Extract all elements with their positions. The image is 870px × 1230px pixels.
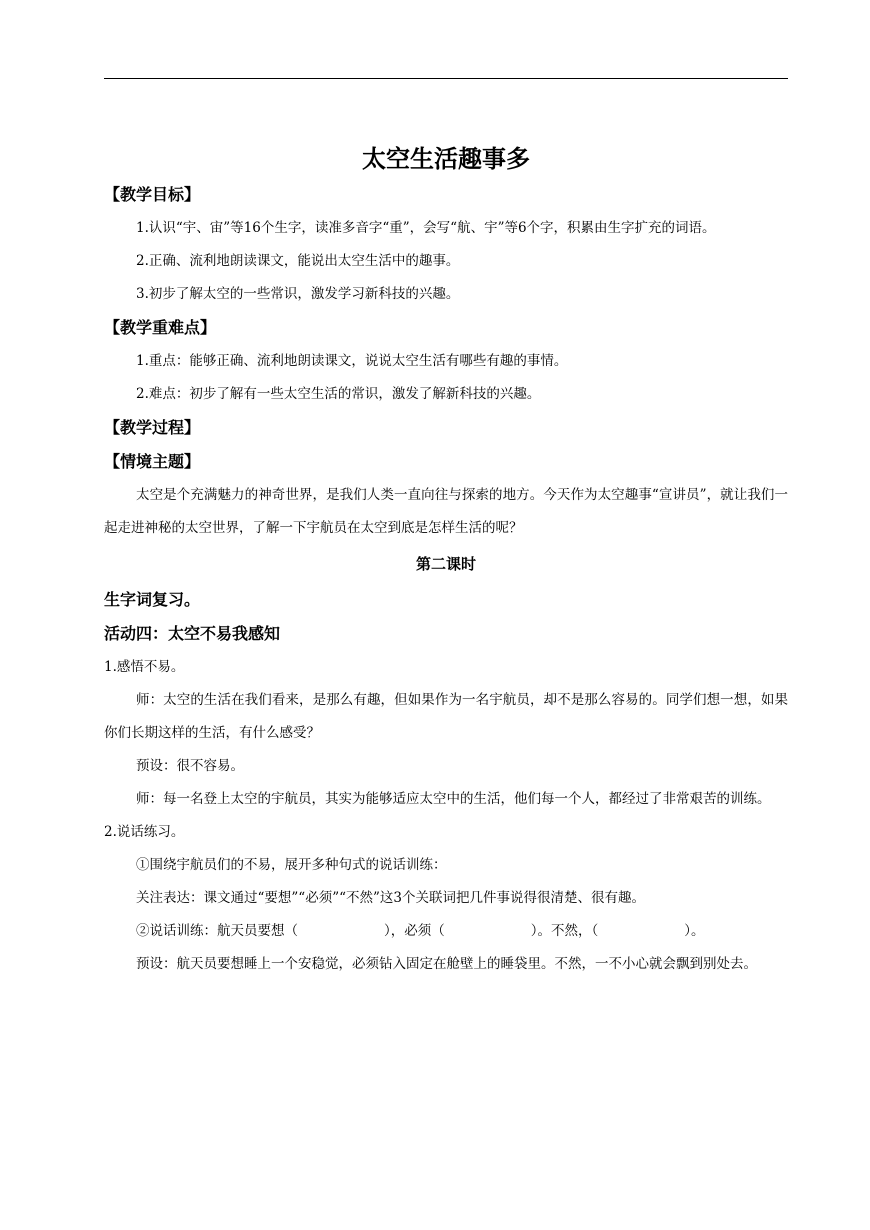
focus-note: 关注表达：课文通过“要想”“必须”“不然”这3个关联词把几件事说得很清楚、很有趣。: [136, 890, 645, 906]
goal-1: 1.认识“宇、宙”等16个生字，读准多音字“重”，会写“航、宇”等6个字，积累由生字扩充的词语。: [136, 220, 716, 236]
drill-1: ①围绕宇航员们的不易，展开多种句式的说话训练：: [136, 857, 447, 873]
drill-2-part-d: ）。: [684, 923, 705, 939]
goals-heading: 【教学目标】: [104, 185, 201, 204]
scene-heading: 【情境主题】: [104, 452, 201, 471]
item-2: 2.说话练习。: [104, 824, 185, 840]
preset-1: 预设：很不容易。: [136, 758, 244, 774]
activity-heading: 活动四：太空不易我感知: [104, 624, 281, 643]
key-point-1: 1.重点：能够正确、流利地朗读课文，说说太空生活有哪些有趣的事情。: [136, 353, 568, 369]
goal-3: 3.初步了解太空的一些常识，激发学习新科技的兴趣。: [136, 286, 460, 302]
teacher-2: 师：每一名登上太空的宇航员，其实为能够适应太空中的生活，他们每一个人，都经过了非常艰苦的训练。: [136, 791, 771, 807]
document-body: [104, 130, 788, 981]
drill-2: [104, 915, 788, 948]
drill-2-part-b: ），必须（: [384, 923, 445, 939]
preset-2: 预设：航天员要想睡上一个安稳觉，必须钻入固定在舱壁上的睡袋里。不然，一不小心就会飘到别处去。: [136, 956, 757, 972]
key-heading: 【教学重难点】: [104, 318, 217, 337]
goal-2: 2.正确、流利地朗读课文，能说出太空生活中的趣事。: [136, 253, 460, 269]
teacher-1: 师：太空的生活在我们看来，是那么有趣，但如果作为一名宇航员，却不是那么容易的。同学们想一想，如果你们长期这样的生活，有什么感受？: [104, 692, 788, 741]
key-point-2: 2.难点：初步了解有一些太空生活的常识，激发了解新科技的兴趣。: [136, 386, 541, 402]
drill-2-part-c: ）。不然，（: [530, 923, 599, 939]
header-rule: [104, 78, 788, 79]
review-heading: 生字词复习。: [104, 590, 201, 609]
drill-2-part-a: ②说话训练：航天员要想（: [136, 923, 298, 939]
scene-text: 太空是个充满魅力的神奇世界，是我们人类一直向往与探索的地方。今天作为太空趣事“宣讲员”，就让我们一起走进神秘的太空世界，了解一下宇航员在太空到底是怎样生活的呢？: [104, 487, 788, 536]
item-1: 1.感悟不易。: [104, 659, 185, 675]
page-title: 太空生活趣事多: [362, 145, 530, 173]
lesson-title: 第二课时: [415, 555, 476, 573]
process-heading: 【教学过程】: [104, 418, 201, 437]
